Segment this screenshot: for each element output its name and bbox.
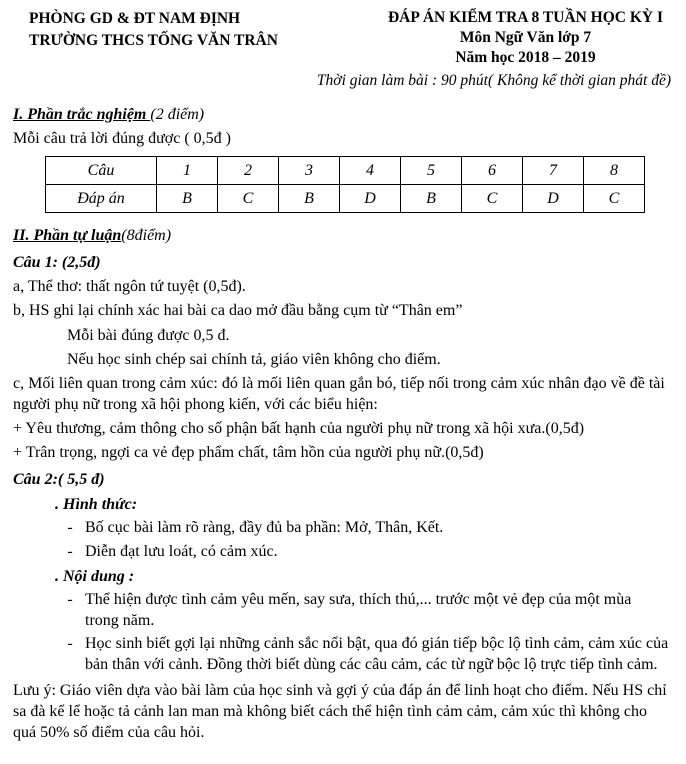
section1-intro: Mỗi câu trả lời đúng được ( 0,5đ ) [13,129,231,147]
cau1-heading: Câu 1: (2,5đ) [13,254,101,272]
answer-table [45,156,645,213]
answer-value: B [401,185,462,213]
question-number: 2 [218,157,279,185]
dash-bullet: - [67,519,73,537]
list-item [13,517,673,538]
department-name: PHÒNG GD & ĐT NAM ĐỊNH [29,10,241,27]
section1-heading [13,104,673,125]
cau2-noi-dung-label: . Nội dung : [55,567,135,585]
exam-subject: Môn Ngữ Văn lớp 7 [459,29,592,47]
list-item-text: Bố cục bài làm rõ ràng, đầy đủ ba phần: Mở, Thân, Kết. [85,519,444,537]
list-item [13,541,673,562]
answer-row-label: Đáp án [46,185,157,213]
answer-row [46,185,645,213]
question-number: 1 [157,157,218,185]
time-note: Thời gian làm bài : 90 phút( Không kể thời gian phát đề) [316,72,671,90]
school-name: TRƯỜNG THCS TỐNG VĂN TRÂN [29,32,278,50]
section2-heading [13,225,673,246]
grading-note: Lưu ý: Giáo viên dựa vào bài làm của học sinh và gợi ý của đáp án để linh hoạt cho điểm. Nếu HS chỉ sa đà kể lể hoặc tả cảnh lan man mà không biết cách thể hiện tình cảm cảm, cảm xúc thì không cho quá 50% số điểm của câu hỏi. [13,682,667,742]
question-number: 6 [462,157,523,185]
list-item [13,589,673,631]
cau1-item-b-sub1: Mỗi bài đúng được 0,5 đ. [67,326,230,344]
question-number: 3 [279,157,340,185]
cau1-plus2: + Trân trọng, ngợi ca vẻ đẹp phẩm chất, tâm hồn của người phụ nữ.(0,5đ) [13,444,484,462]
exam-header [388,8,673,68]
answer-value: D [340,185,401,213]
answer-value: D [523,185,584,213]
cau1-item-a: a, Thể thơ: thất ngôn tứ tuyệt (0,5đ). [13,278,246,296]
question-row-label: Câu [46,157,157,185]
list-item-text: Diễn đạt lưu loát, có cảm xúc. [85,542,278,560]
question-row [46,157,645,185]
cau1-item-c: c, Mối liên quan trong cảm xúc: đó là mối liên quan gắn bó, tiếp nối trong cảm xúc nhân đạo về đề tài người phụ nữ trong xã hội phong kiến, với các biểu hiện: [13,374,665,413]
school-header [13,8,278,53]
exam-year: Năm học 2018 – 2019 [455,49,596,67]
section1-title: I. Phần trắc nghiệm [13,105,151,123]
question-number: 8 [584,157,645,185]
list-item [13,633,673,675]
section2-points: (8điểm) [121,227,172,245]
answer-value: C [462,185,523,213]
dash-bullet: - [67,590,73,608]
answer-value: B [157,185,218,213]
cau1-item-b: b, HS ghi lại chính xác hai bài ca dao mở đầu bằng cụm từ “Thân em” [13,302,463,320]
cau1-plus1: + Yêu thương, cảm thông cho số phận bất hạnh của người phụ nữ trong xã hội xưa.(0,5đ) [13,419,585,437]
question-number: 4 [340,157,401,185]
cau1-item-b-sub2: Nếu học sinh chép sai chính tả, giáo viên không cho điểm. [67,350,441,368]
answer-value: C [584,185,645,213]
list-item-text: Thể hiện được tình cảm yêu mến, say sưa, thích thú,... trước một vẻ đẹp của một mùa trong năm. [85,590,632,629]
exam-title: ĐÁP ÁN KIỂM TRA 8 TUẦN HỌC KỲ I [387,9,663,26]
list-item-text: Học sinh biết gợi lại những cảnh sắc nổi bật, qua đó gián tiếp bộc lộ tình cảm, cảm xúc của bản thân với cảnh. Đồng thời biết dùng các câu cảm, các từ ngữ bộc lộ trực tiếp tình cảm. [85,634,669,674]
answer-value: B [279,185,340,213]
answer-value: C [218,185,279,213]
cau2-hinh-thuc-label: . Hình thức: [55,496,138,514]
section2-title: II. Phần tự luận [13,227,122,245]
dash-bullet: - [67,634,73,652]
cau2-heading: Câu 2:( 5,5 đ) [13,471,105,489]
section1-points: (2 điểm) [150,105,205,123]
document-header [13,8,673,68]
question-number: 7 [523,157,584,185]
dash-bullet: - [67,542,73,560]
question-number: 5 [401,157,462,185]
